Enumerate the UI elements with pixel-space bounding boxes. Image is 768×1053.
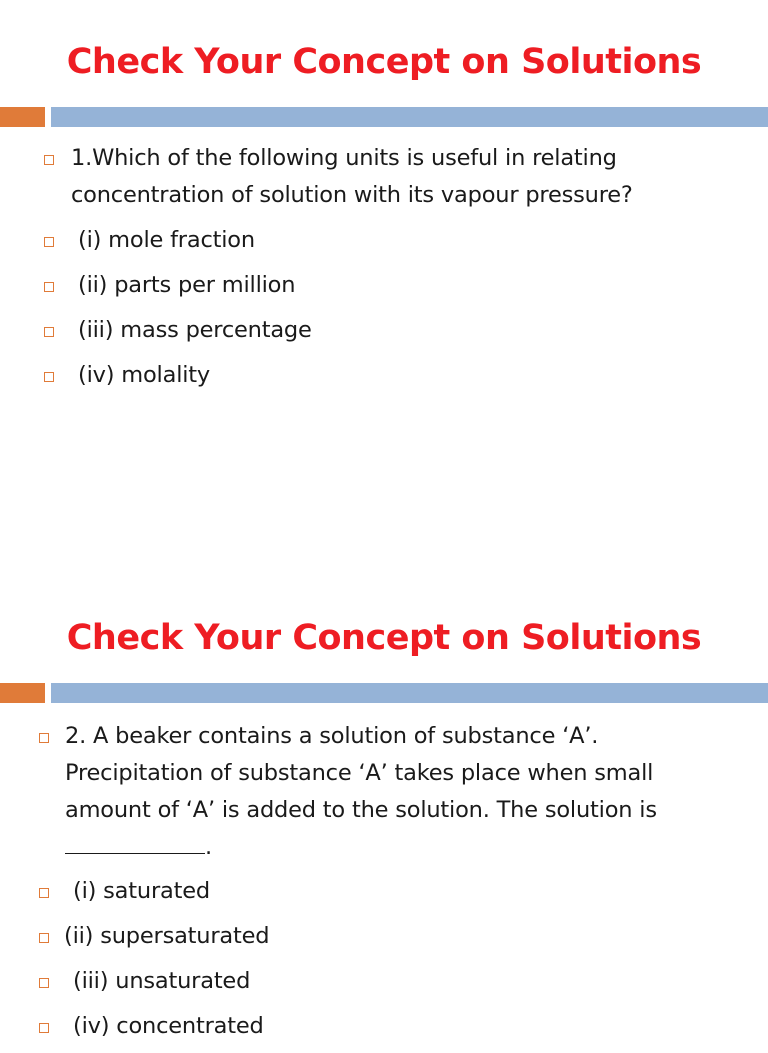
option-item xyxy=(0,357,768,394)
hollow-square-bullet-icon xyxy=(39,933,49,943)
option-label: (ii) supersaturated xyxy=(64,923,270,949)
option-label: (iv) molality xyxy=(78,362,211,388)
title-divider-band xyxy=(0,683,768,703)
question-line: amount of ‘A’ is added to the solution. The solution is xyxy=(65,797,657,823)
option-item xyxy=(0,312,768,349)
option-item xyxy=(0,222,768,259)
slide-title: Check Your Concept on Solutions xyxy=(66,42,702,82)
question-line: concentration of solution with its vapour pressure? xyxy=(71,182,633,208)
hollow-square-bullet-icon xyxy=(44,282,54,292)
hollow-square-bullet-icon xyxy=(39,1023,49,1033)
question-blank-line xyxy=(0,829,768,866)
option-item xyxy=(0,963,768,1000)
question-item xyxy=(0,718,768,866)
option-item xyxy=(0,1008,768,1045)
hollow-square-bullet-icon xyxy=(39,888,49,898)
question-line: 1.Which of the following units is useful in relating xyxy=(71,145,617,171)
option-label: (i) saturated xyxy=(73,878,210,904)
hollow-square-bullet-icon xyxy=(44,372,54,382)
hollow-square-bullet-icon xyxy=(39,733,49,743)
divider-accent-block xyxy=(0,107,45,127)
slide-2 xyxy=(0,578,768,1039)
option-item xyxy=(0,918,768,955)
divider-main-bar xyxy=(51,107,768,127)
bullet-list xyxy=(0,140,768,402)
question-line-end: . xyxy=(205,834,212,860)
hollow-square-bullet-icon xyxy=(44,237,54,247)
option-item xyxy=(0,267,768,304)
option-label: (ii) parts per million xyxy=(78,272,296,298)
hollow-square-bullet-icon xyxy=(44,155,54,165)
title-divider-band xyxy=(0,107,768,127)
option-label: (iv) concentrated xyxy=(73,1013,264,1039)
option-item xyxy=(0,873,768,910)
hollow-square-bullet-icon xyxy=(39,978,49,988)
divider-main-bar xyxy=(51,683,768,703)
question-line: 2. A beaker contains a solution of substance ‘A’. xyxy=(65,723,599,749)
option-label: (iii) unsaturated xyxy=(73,968,251,994)
question-line: Precipitation of substance ‘A’ takes place when small xyxy=(65,760,654,786)
fill-in-blank xyxy=(65,829,205,854)
slide-title: Check Your Concept on Solutions xyxy=(66,618,702,658)
hollow-square-bullet-icon xyxy=(44,327,54,337)
bullet-list xyxy=(0,718,768,1053)
question-item xyxy=(0,140,768,214)
option-label: (iii) mass percentage xyxy=(78,317,312,343)
divider-accent-block xyxy=(0,683,45,703)
option-label: (i) mole fraction xyxy=(78,227,255,253)
